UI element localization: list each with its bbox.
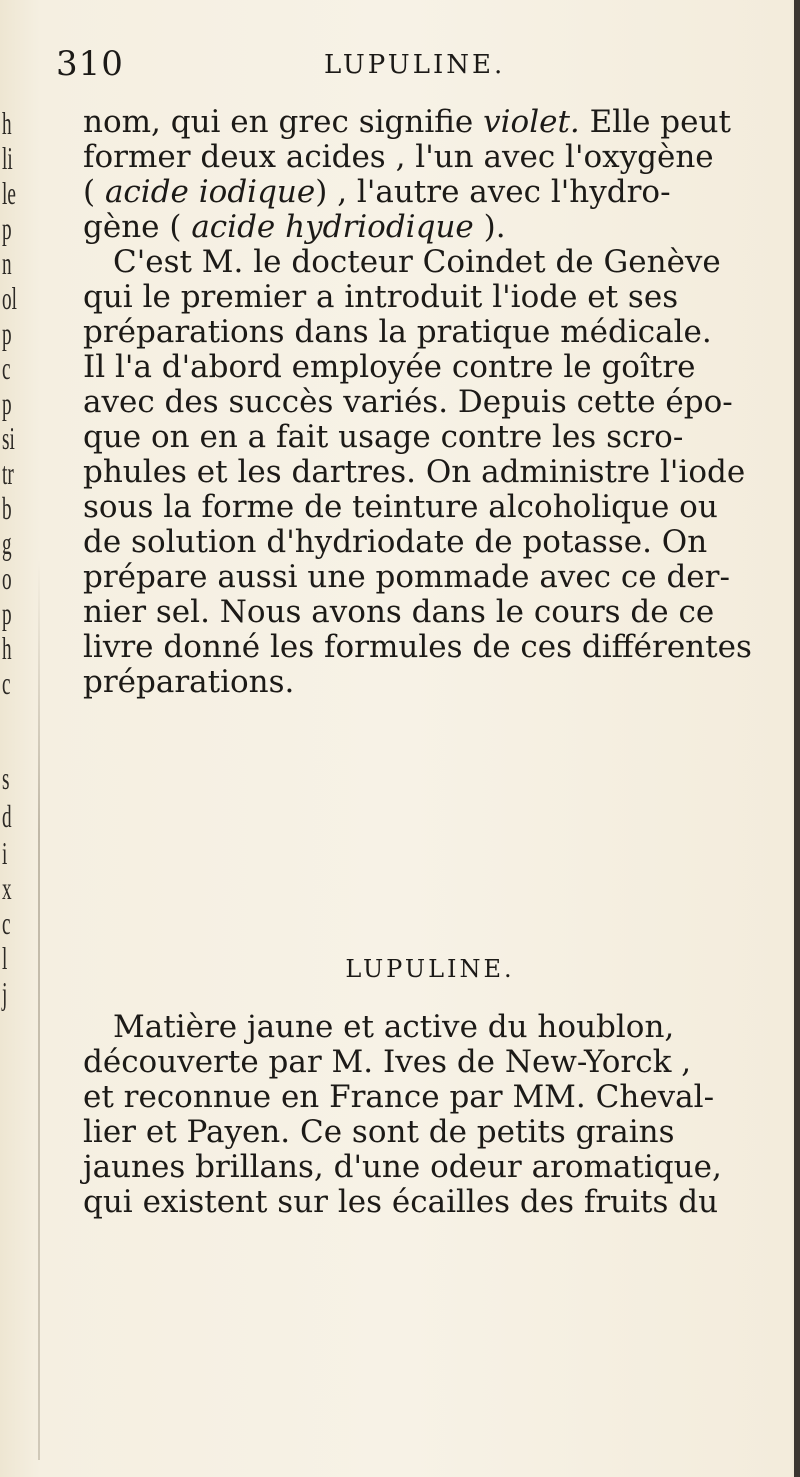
text-line: Il l'a d'abord employée contre le goître bbox=[83, 349, 696, 385]
text-line: livre donné les formules de ces différentes bbox=[83, 629, 752, 665]
text-run: acide hydriodique bbox=[191, 209, 474, 245]
text-line: jaunes brillans, d'une odeur aromatique, bbox=[83, 1149, 722, 1185]
text-line: que on en a fait usage contre les scro- bbox=[83, 419, 684, 455]
text-line: phules et les dartres. On administre l'iode bbox=[83, 454, 746, 490]
bleed-letter: le bbox=[2, 175, 16, 211]
text-line bbox=[83, 140, 783, 175]
text-line: préparations dans la pratique médicale. bbox=[83, 314, 712, 350]
text-line bbox=[83, 210, 783, 245]
text-run: violet. bbox=[483, 104, 580, 140]
page-edge bbox=[794, 0, 800, 1477]
paragraph-iode-end bbox=[83, 105, 783, 245]
paragraph-lupuline bbox=[83, 1010, 783, 1220]
text-line bbox=[83, 175, 783, 210]
text-line bbox=[83, 105, 783, 140]
running-title: LUPULINE. bbox=[324, 50, 506, 80]
text-run: ( bbox=[83, 174, 105, 210]
text-line: avec des succès variés. Depuis cette épo- bbox=[83, 384, 733, 420]
text-line: Matière jaune et active du houblon, bbox=[113, 1009, 675, 1045]
bleed-letter: b bbox=[2, 490, 12, 526]
gutter-line bbox=[38, 560, 40, 1460]
page-header bbox=[56, 44, 776, 84]
bleed-letter: s bbox=[2, 760, 10, 796]
text-line: C'est M. le docteur Coindet de Genève bbox=[113, 244, 721, 280]
bleed-letter: si bbox=[2, 420, 15, 456]
text-line: sous la forme de teinture alcoholique ou bbox=[83, 489, 718, 525]
bleed-letter: g bbox=[2, 525, 12, 561]
bleed-letter: n bbox=[2, 245, 12, 281]
text-line: lier et Payen. Ce sont de petits grains bbox=[83, 1114, 675, 1150]
text-line: qui existent sur les écailles des fruits du bbox=[83, 1184, 719, 1220]
text-line: qui le premier a introduit l'iode et ses bbox=[83, 279, 679, 315]
bleed-letter: c bbox=[2, 905, 11, 941]
bleed-letter: j bbox=[2, 975, 8, 1011]
text-line: et reconnue en France par MM. Cheval- bbox=[83, 1079, 715, 1115]
text-run: acide iodique bbox=[104, 174, 316, 210]
text-line: de solution d'hydriodate de potasse. On bbox=[83, 524, 708, 560]
paragraph-coindet bbox=[83, 245, 783, 700]
text-run: ). bbox=[473, 209, 506, 245]
section-title: LUPULINE. bbox=[345, 955, 515, 983]
bleed-letter: c bbox=[2, 350, 11, 386]
text-line: prépare aussi une pommade avec ce der- bbox=[83, 559, 730, 595]
bleed-letter: i bbox=[2, 835, 8, 871]
bleed-letter: h bbox=[2, 105, 12, 141]
text-run: Elle peut bbox=[579, 104, 731, 140]
bleed-letter: li bbox=[2, 140, 13, 176]
text-run: gène ( bbox=[83, 209, 192, 245]
bleed-letter: tr bbox=[2, 455, 14, 491]
text-line: découverte par M. Ives de New-Yorck , bbox=[83, 1044, 692, 1080]
bleed-letter: l bbox=[2, 940, 8, 976]
page-number: 310 bbox=[56, 44, 124, 84]
bleed-letter: c bbox=[2, 665, 11, 701]
bleed-letter: x bbox=[2, 870, 12, 906]
bleed-letter: p bbox=[2, 210, 12, 246]
bleed-letter: ol bbox=[2, 280, 17, 316]
text-run: former deux acides , l'un avec l'oxygène bbox=[83, 139, 714, 175]
bleed-letter: d bbox=[2, 798, 12, 834]
text-line: préparations. bbox=[83, 664, 295, 700]
bleed-letter: p bbox=[2, 595, 12, 631]
text-run: nom, qui en grec signifie bbox=[83, 104, 484, 140]
text-run: ) , l'autre avec l'hydro- bbox=[315, 174, 671, 210]
text-line: nier sel. Nous avons dans le cours de ce bbox=[83, 594, 715, 630]
bleed-letter: p bbox=[2, 385, 12, 421]
bleed-letter: h bbox=[2, 630, 12, 666]
bleed-letter: o bbox=[2, 560, 12, 596]
bleed-letter: p bbox=[2, 315, 12, 351]
